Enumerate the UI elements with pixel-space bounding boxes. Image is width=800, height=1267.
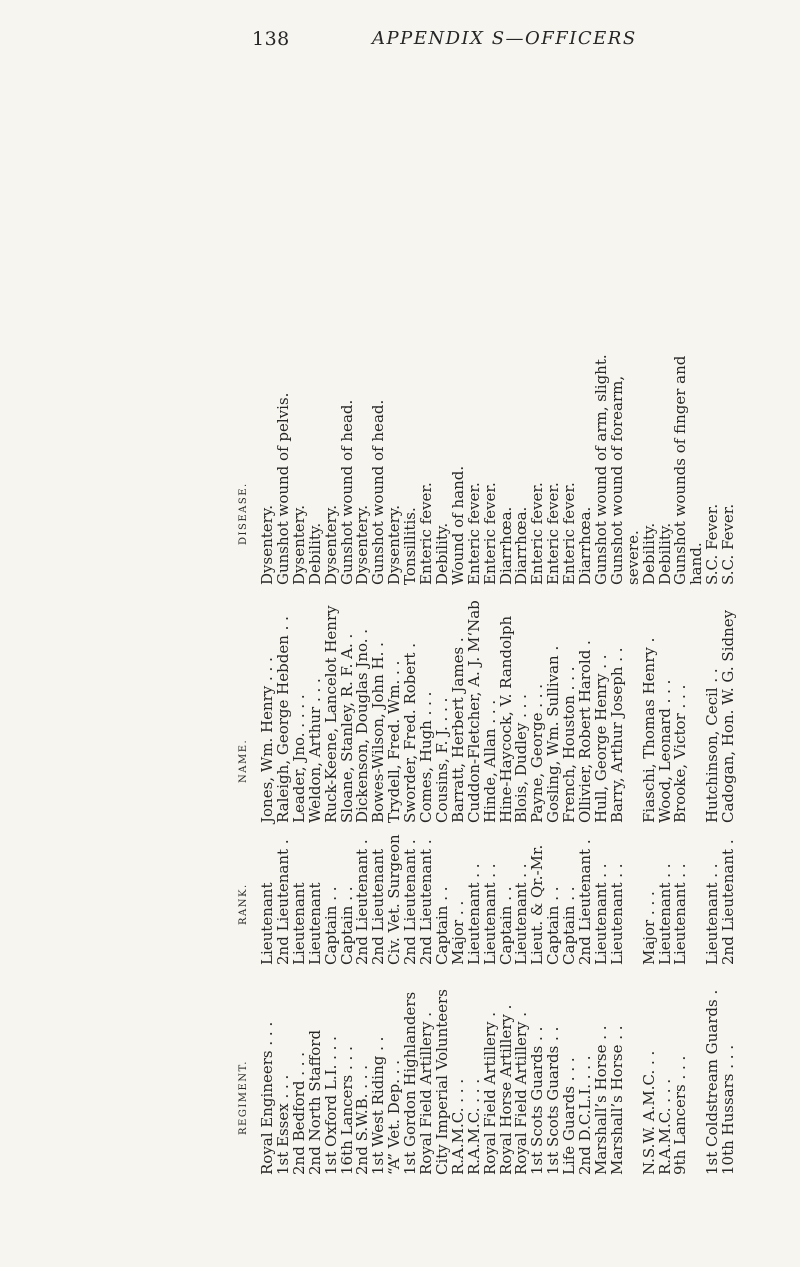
table-cell-name: Ruck-Keene, Lancelot Henry xyxy=(321,605,340,823)
table-cell-rank: Captain . . xyxy=(496,886,515,965)
table-cell-name: Bowes-Wilson, John H. . xyxy=(369,642,388,823)
table-cell-regiment: 2nd North Stafford xyxy=(305,1029,324,1175)
table-cell-regiment: 9th Lancers . . . xyxy=(671,1055,690,1175)
table-cell-regiment: City Imperial Volunteers xyxy=(432,989,451,1175)
table-cell-regiment: 2nd S.W.B. . . . xyxy=(353,1064,372,1175)
table-cell-rank: Lieutenant xyxy=(289,882,308,965)
table-cell-rank: Lieutenant . . xyxy=(703,863,722,965)
table-cell-disease: Diarrhœa. xyxy=(496,506,515,585)
table-cell-name: Sworder, Fred. Robert . xyxy=(401,643,420,823)
table-cell-disease: Diarrhœa. xyxy=(512,506,531,585)
table-cell-disease: Dysentery. xyxy=(353,504,372,585)
table-cell-name: Barry, Arthur Joseph . . xyxy=(607,647,626,823)
table-cell-name: Brooke, Victor . . . xyxy=(671,684,690,823)
table-cell-regiment: Royal Horse Artillery . xyxy=(496,1004,515,1175)
officers-table xyxy=(238,65,795,1235)
table-cell-disease: Dysentery. xyxy=(321,504,340,585)
table-cell-name: Dickenson, Douglas Jno. . xyxy=(353,628,372,823)
table-cell-disease: Tonsillitis. xyxy=(401,507,420,585)
table-cell-regiment: 10th Hussars . . . xyxy=(719,1044,738,1175)
table-cell-disease: severe. xyxy=(623,530,642,585)
table-cell-rank: Captain . . xyxy=(432,886,451,965)
table-cell-rank: 2nd Lieutenant . xyxy=(417,839,435,965)
table-cell-regiment: 1st Essex . . . xyxy=(273,1074,292,1175)
table-cell-name: Ollivier, Robert Harold . xyxy=(576,640,594,823)
table-cell-disease: Debility. xyxy=(305,522,324,585)
table-cell-name: Wood, Leonard . . . xyxy=(655,679,674,823)
table-cell-name: French, Houston . . . xyxy=(560,666,579,823)
table-cell-name: Comes, Hugh . . . xyxy=(417,691,435,823)
table-cell-rank: Captain . . xyxy=(544,886,563,965)
table-cell-name: Trydell, Fred. Wm. . . xyxy=(385,660,404,823)
table-cell-regiment: Royal Field Artillery . xyxy=(512,1011,531,1175)
table-cell-rank: Captain . . xyxy=(560,886,579,965)
table-cell-name: Jones, Wm. Henry . . . xyxy=(258,657,276,823)
table-cell-disease: hand. xyxy=(687,542,706,585)
table-cell-name: Sloane, Stanley, R. F. A. . xyxy=(337,633,356,823)
table-cell-disease: Dysentery. xyxy=(289,504,308,585)
table-cell-rank: Civ. Vet. Surgeon xyxy=(385,834,404,965)
table-cell-rank: 2nd Lieutenant . xyxy=(719,839,738,965)
table-cell-regiment: N.S.W. A.M.C. . . xyxy=(639,1050,658,1175)
page-header xyxy=(0,0,800,60)
table-cell-rank: Lieutenant xyxy=(258,882,276,965)
table-cell-name: Hutchinson, Cecil . . xyxy=(703,668,722,823)
table-cell-regiment: 2nd Bedford . . . xyxy=(289,1051,308,1175)
table-cell-rank: Lieutenant . . xyxy=(655,863,674,965)
table-cell-disease: Gunshot wound of pelvis. xyxy=(273,392,292,585)
table-cell-name: Raleigh, George Hebden . . xyxy=(273,616,292,823)
table-cell-rank: 2nd Lieutenant . xyxy=(576,839,594,965)
table-cell-regiment: 1st Coldstream Guards . xyxy=(703,989,722,1175)
table-cell-disease: S.C. Fever. xyxy=(703,503,722,585)
table-cell-disease: Dysentery. xyxy=(258,504,276,585)
table-cell-name: Cadogan, Hon. W. G. Sidney xyxy=(719,609,738,823)
table-cell-regiment: R.A.M.C. . . . xyxy=(655,1078,674,1175)
running-title: APPENDIX S—OFFICERS xyxy=(372,28,637,49)
table-cell-rank: Major . . xyxy=(448,900,467,965)
table-cell-rank: Lieutenant . . xyxy=(671,863,690,965)
table-cell-disease: Enteric fever. xyxy=(544,482,563,585)
table-cell-regiment: 1st West Riding . . xyxy=(369,1036,388,1175)
table-cell-disease: Enteric fever. xyxy=(560,482,579,585)
table-cell-regiment: Royal Field Artillery . xyxy=(480,1011,499,1175)
table-cell-rank: Lieutenant . . xyxy=(607,863,626,965)
table-cell-rank: Lieut. & Qr.-Mr. xyxy=(528,844,547,965)
table-cell-disease: Gunshot wound of head. xyxy=(369,399,388,585)
table-cell-rank: Lieutenant . . xyxy=(464,863,483,965)
table-cell-rank: Lieutenant xyxy=(305,882,324,965)
table-cell-disease: Gunshot wound of head. xyxy=(337,399,356,585)
table-cell-disease: Debility. xyxy=(432,522,451,585)
table-cell-rank: 2nd Lieutenant . xyxy=(273,839,292,965)
table-cell-regiment: 1st Scots Guards . . xyxy=(528,1026,547,1175)
table-cell-rank: 2nd Lieutenant . xyxy=(401,839,420,965)
table-cell-rank: Lieutenant . . xyxy=(480,863,499,965)
table-cell-regiment: R.A.M.C. . . . xyxy=(464,1078,483,1175)
table-cell-regiment: 1st Oxford L.I. . . . xyxy=(321,1036,340,1175)
table-cell-name: Blois, Dudley . . . xyxy=(512,694,531,823)
table-cell-rank: Lieutenant . . xyxy=(512,863,531,965)
table-cell-disease: Debility. xyxy=(655,522,674,585)
table-cell-rank: Lieutenant . . xyxy=(591,863,610,965)
table-cell-disease: Dysentery. xyxy=(385,504,404,585)
table-cell-disease: Enteric fever. xyxy=(464,482,483,585)
table-cell-regiment: Marshall’s Horse . . xyxy=(591,1025,610,1175)
header-regiment: REGIMENT. xyxy=(238,1060,249,1135)
table-cell-name: Cousins, F. J. . . . xyxy=(432,697,451,823)
table-cell-name: Gosling, Wm. Sullivan . xyxy=(544,645,563,823)
header-rank: RANK. xyxy=(238,883,249,925)
table-cell-rank: 2nd Lieutenant xyxy=(369,848,388,965)
page-number: 138 xyxy=(252,28,290,50)
table-cell-disease: Enteric fever. xyxy=(417,482,435,585)
table-cell-rank: 2nd Lieutenant . xyxy=(353,839,372,965)
table-cell-disease: Gunshot wounds of finger and xyxy=(671,355,690,585)
table-cell-name: Hinde, Allan . . . xyxy=(480,699,499,823)
table-cell-disease: Gunshot wound of arm, slight. xyxy=(591,354,610,585)
table-cell-disease: Enteric fever. xyxy=(528,482,547,585)
table-cell-regiment: Royal Field Artillery . xyxy=(417,1011,435,1175)
table-cell-name: Barratt, Herbert James . xyxy=(448,637,467,823)
table-cell-disease: Diarrhœa. xyxy=(576,506,594,585)
table-cell-rank: Major . . . xyxy=(639,891,658,965)
header-name: NAME. xyxy=(238,738,249,783)
table-cell-disease: Gunshot wound of forearm, xyxy=(607,375,626,585)
table-cell-regiment: 1st Gordon Highlanders xyxy=(401,991,420,1175)
table-cell-name: Hull, George Henry . . xyxy=(591,654,610,823)
table-cell-rank: Captain . . xyxy=(321,886,340,965)
table-cell-regiment: “A” Vet. Dep. . . xyxy=(385,1059,404,1175)
table-cell-name: Cuddon-Fletcher, A. J. M‘Nab xyxy=(464,600,483,823)
table-cell-disease: S.C. Fever. xyxy=(719,503,738,585)
table-cell-regiment: Life Guards . . . xyxy=(560,1057,579,1175)
table-cell-name: Hine-Haycock, V. Randolph xyxy=(496,615,515,823)
table-cell-rank: Captain . . xyxy=(337,886,356,965)
table-cell-name: Fiaschi, Thomas Henry . xyxy=(639,637,658,823)
table-cell-regiment: Marshall’s Horse . . xyxy=(607,1025,626,1175)
table-cell-name: Payne, George . . . xyxy=(528,683,547,823)
table-cell-disease: Enteric fever. xyxy=(480,482,499,585)
table-cell-name: Weldon, Arthur . . . xyxy=(305,678,324,823)
table-cell-regiment: R.A.M.C. . . . xyxy=(448,1078,467,1175)
table-cell-disease: Debility. xyxy=(639,522,658,585)
table-cell-regiment: 2nd D.C.L.I. . . . xyxy=(576,1055,594,1175)
header-disease: DISEASE. xyxy=(238,482,249,545)
table-cell-name: Leader, Jno. . . . . xyxy=(289,694,308,823)
table-cell-regiment: Royal Engineers . . . xyxy=(258,1021,276,1175)
table-cell-regiment: 16th Lancers . . . xyxy=(337,1046,356,1175)
table-cell-disease: Wound of hand. xyxy=(448,465,467,585)
table-cell-regiment: 1st Scots Guards . . xyxy=(544,1026,563,1175)
